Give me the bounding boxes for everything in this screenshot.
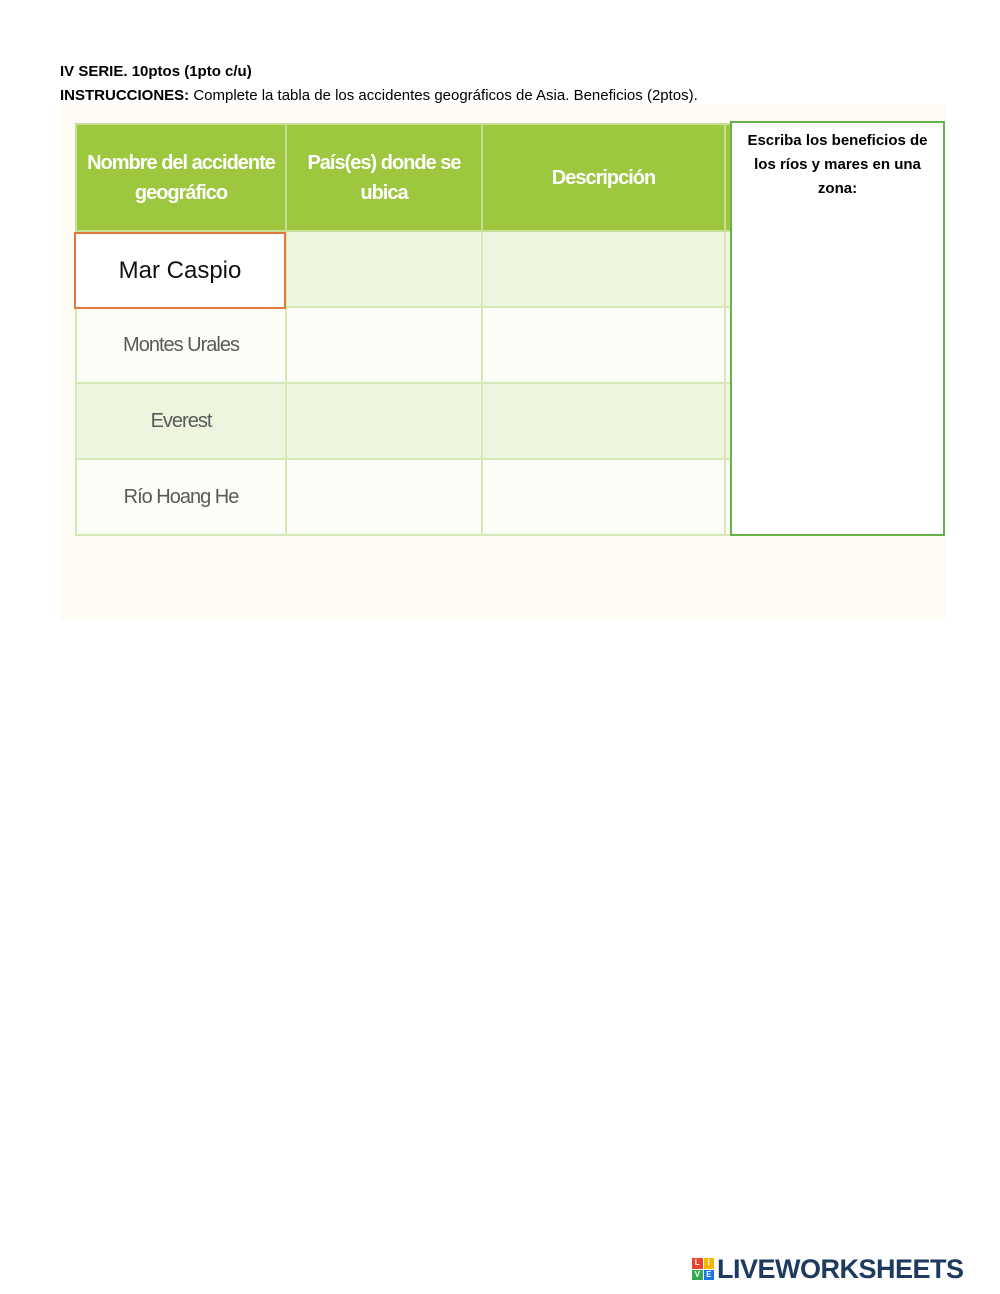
cell-description[interactable] xyxy=(482,383,725,459)
cell-countries[interactable] xyxy=(286,383,482,459)
cell-description[interactable] xyxy=(482,307,725,383)
cell-name: Everest xyxy=(76,383,286,459)
benefits-prompt: Escriba los beneficios de los ríos y mares en una zona: xyxy=(747,132,928,197)
instructions-text: Complete la tabla de los accidentes geográficos de Asia. Beneficios (2ptos). xyxy=(189,87,698,104)
geography-table xyxy=(75,123,766,536)
logo-mark-icon: L I V E xyxy=(692,1258,714,1280)
cell-countries[interactable] xyxy=(286,307,482,383)
table-row xyxy=(76,459,765,535)
worksheet-heading xyxy=(60,60,698,108)
header-name: Nombre del accidente geográfico xyxy=(76,124,286,231)
series-title: IV SERIE. 10ptos (1pto c/u) xyxy=(60,63,252,80)
benefits-answer-box[interactable] xyxy=(730,121,945,536)
cell-countries[interactable] xyxy=(286,231,482,307)
table-row xyxy=(76,307,765,383)
cell-name: Montes Urales xyxy=(76,307,286,383)
instructions-label: INSTRUCCIONES: xyxy=(60,87,190,104)
cell-name: Río Hoang He xyxy=(76,459,286,535)
brand-name: LIVEWORKSHEETS xyxy=(717,1253,964,1284)
header-countries: País(es) donde se ubica xyxy=(286,124,482,231)
cell-description[interactable] xyxy=(482,231,725,307)
cell-countries[interactable] xyxy=(286,459,482,535)
header-description: Descripción xyxy=(482,124,725,231)
cell-description[interactable] xyxy=(482,459,725,535)
answer-input-mar-caspio[interactable]: Mar Caspio xyxy=(74,232,286,309)
table-header-row xyxy=(76,124,765,231)
liveworksheets-logo xyxy=(692,1253,964,1285)
table-row xyxy=(76,383,765,459)
